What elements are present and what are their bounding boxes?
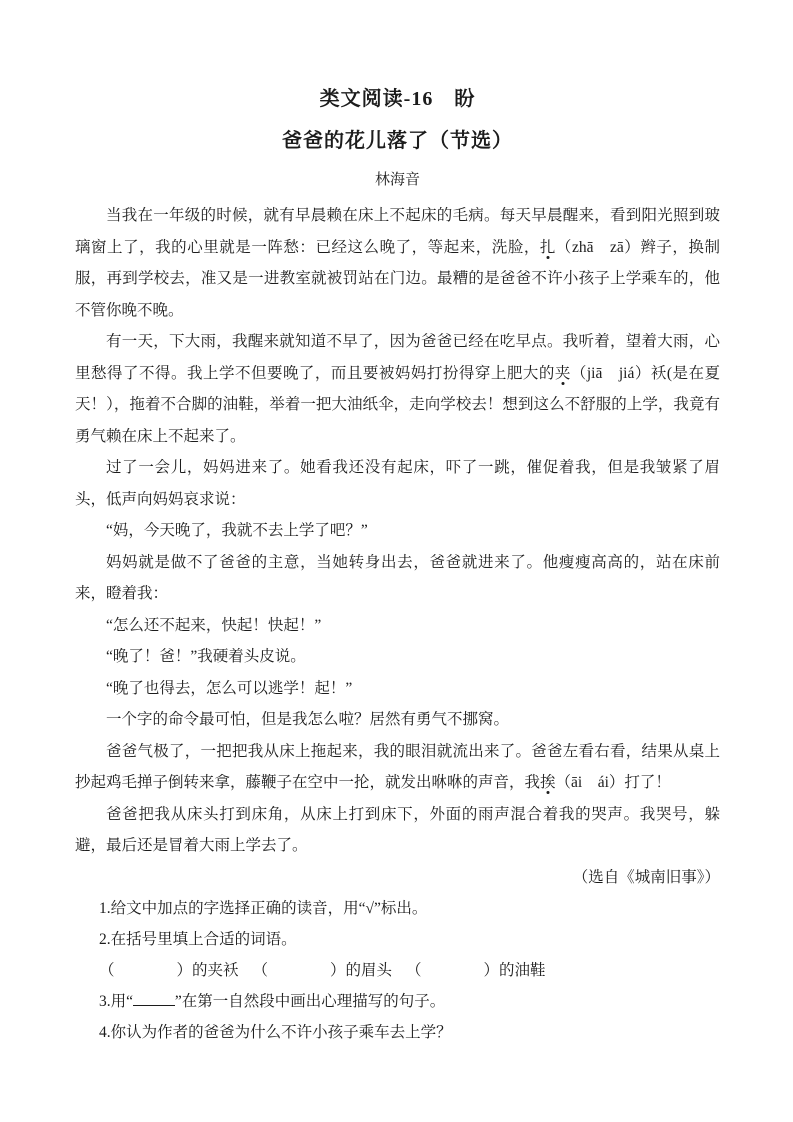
- paragraph-11: 爸爸把我从床头打到床角，从床上打到床下，外面的雨声混合着我的哭声。我哭号，躲避，最后还是冒着大雨上学去了。: [75, 805, 720, 854]
- paragraph-text: 有一天，下大雨，我醒来就知道不早了，因为爸爸已经在吃早点。我听着，望着大雨，心里愁得了不得。我上学不但要晚了，而且要被妈妈打扮得穿上肥大的: [75, 333, 720, 382]
- paragraph-text: （āi ái）打了！: [555, 774, 671, 791]
- question-list: [75, 893, 720, 1048]
- paragraph-10: [75, 736, 720, 799]
- fill-blank-item: [252, 962, 392, 979]
- paragraph-text: （zhā zā）辫子，换制服，再到学校去，准又是一进教室就被罚站在门边。最糟的是爸爸不许小孩子上学乘车的，他不管你晚不晚。: [75, 238, 720, 319]
- paragraph-9: 一个字的命令最可怕，但是我怎么啦？居然有勇气不挪窝。: [106, 711, 510, 728]
- question-1: 1.给文中加点的字选择正确的读音，用“√”标出。: [99, 900, 428, 917]
- emphasized-char: 扎: [539, 238, 556, 256]
- blank-label: 的油鞋: [498, 962, 546, 979]
- blank-label: 的夹袄: [192, 962, 239, 979]
- underline-blank: [133, 990, 175, 1007]
- paragraph-6-dialogue: “怎么还不起来，快起！快起！”: [106, 616, 322, 634]
- question-2: 2.在括号里填上合适的词语。: [99, 931, 297, 948]
- source-attribution: （选自《城南旧事》）: [572, 868, 720, 886]
- paragraph-text: 爸爸气极了，一把把我从床上拖起来，我的眼泪就流出来了。爸爸左看右看，结果从桌上抄起鸡毛掸子倒转来拿，藤鞭子在空中一抡，就发出咻咻的声音，我: [75, 742, 720, 791]
- emphasized-char: 挨: [540, 774, 556, 791]
- paragraph-8-dialogue: “晚了也得去，怎么可以逃学！起！”: [106, 679, 353, 697]
- paragraph-3: 过了一会儿，妈妈进来了。她看我还没有起床，吓了一跳，催促着我，但是我皱紧了眉头，低声向妈妈哀求说：: [75, 459, 720, 508]
- blank-label: 的眉头: [345, 962, 393, 979]
- answer-paren-blank: （ ）: [252, 962, 346, 979]
- question-4: 4.你认为作者的爸爸为什么不许小孩子乘车去上学？: [99, 1024, 452, 1041]
- answer-paren-blank: （ ）: [99, 962, 193, 979]
- article-title: 爸爸的花儿落了（节选）: [282, 130, 513, 152]
- fill-blank-item: [99, 962, 239, 979]
- question-2-blanks: [75, 955, 720, 986]
- author-name: 林海音: [374, 172, 420, 188]
- question-text: ”在第一自然段中画出心理描写的句子。: [174, 993, 446, 1010]
- paragraph-2: [75, 326, 720, 452]
- paragraph-text: 当我在一年级的时候，就有早晨赖在床上不起床的毛病。每天早晨醒来，看到阳光照到玻璃窗上了，我的心里就是一阵愁：已经这么晚了，等起来，洗脸，: [75, 207, 720, 256]
- article-body: [75, 200, 720, 893]
- paragraph-text: （jiā jiá）袄(是在夏天！），拖着不合脚的油鞋，举着一把大油纸伞，走向学校去！想到这么不舒服的上学，我竟有勇气赖在床上不起来了。: [75, 364, 720, 445]
- answer-paren-blank: （ ）: [405, 962, 499, 979]
- paragraph-7-dialogue: “晚了！爸！”我硬着头皮说。: [106, 648, 306, 665]
- paragraph-1: [75, 200, 720, 326]
- emphasized-char: 夹: [554, 364, 571, 382]
- question-text: 3.用“: [99, 993, 134, 1010]
- question-3: [75, 986, 720, 1017]
- paragraph-5: 妈妈就是做不了爸爸的主意，当她转身出去，爸爸就进来了。他瘦瘦高高的，站在床前来，瞪着我：: [75, 553, 720, 602]
- fill-blank-item: [406, 962, 546, 979]
- paragraph-4-dialogue: “妈，今天晚了，我就不去上学了吧？”: [106, 522, 368, 539]
- page-title: 类文阅读-16 盼: [319, 88, 476, 110]
